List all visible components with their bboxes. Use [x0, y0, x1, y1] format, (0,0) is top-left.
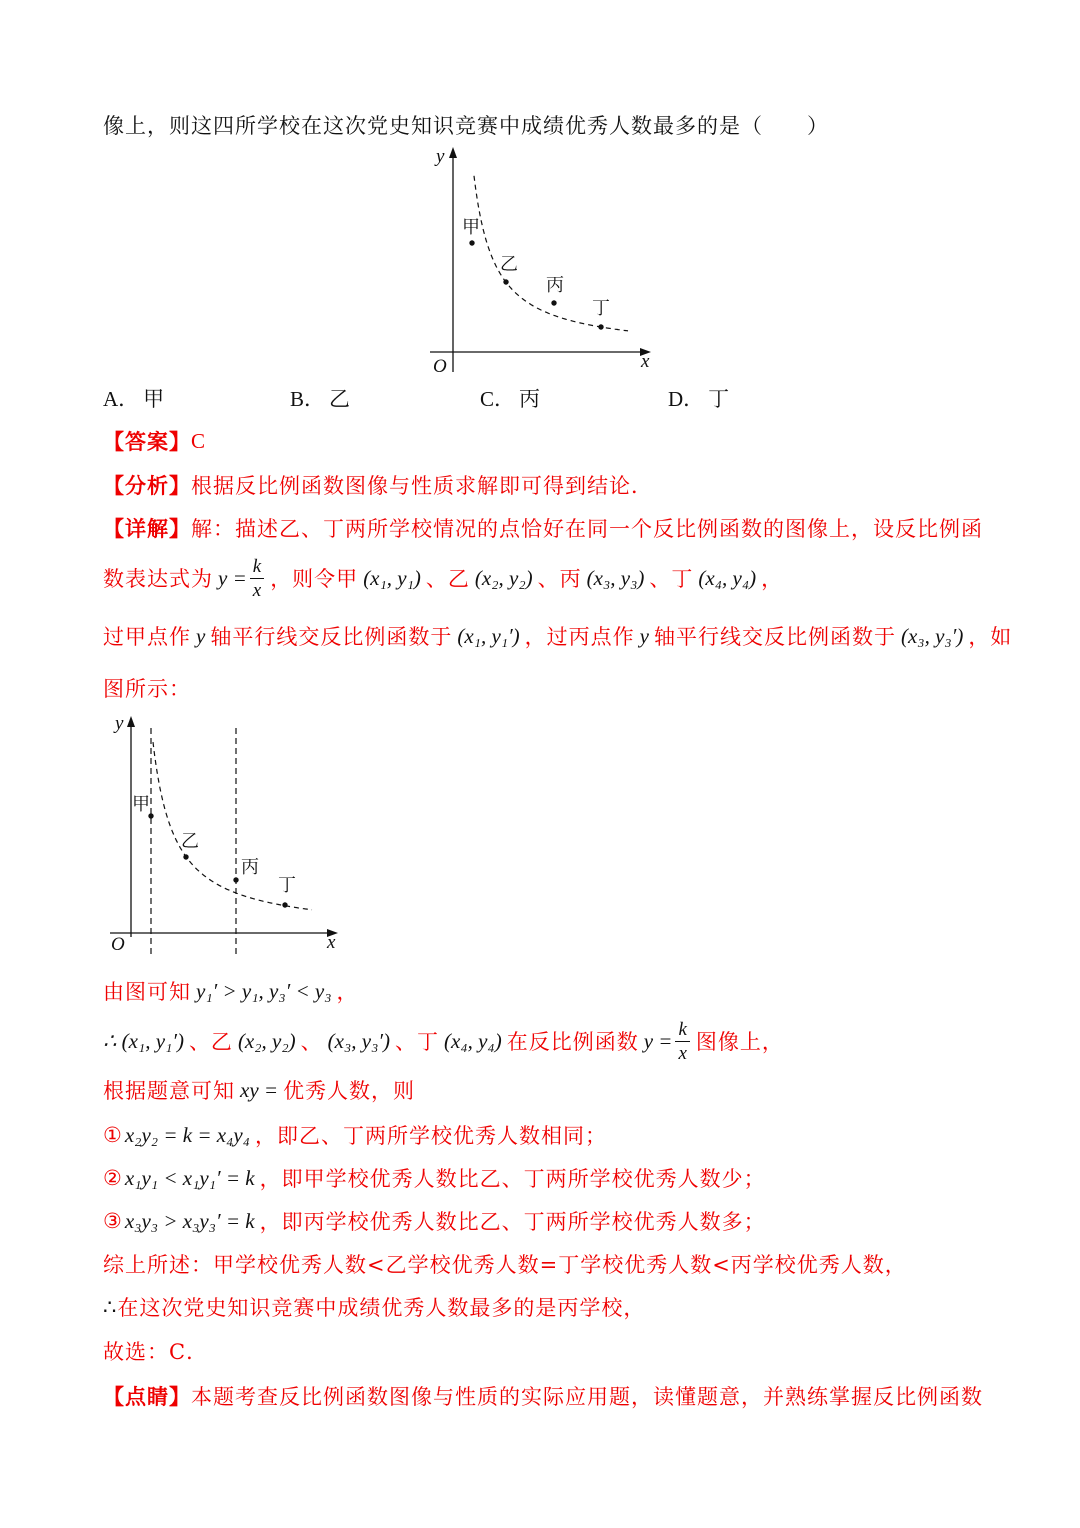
math-expression: (x₂, y₂) — [474, 565, 533, 590]
math-expression: (x₂, y₂) — [237, 1028, 296, 1053]
detail-tag: 【详解】 — [103, 516, 191, 541]
detail-text: 、乙 — [425, 567, 470, 591]
question-stem-text: 像上，则这四所学校在这次党史知识竞赛中成绩优秀人数最多的是（ ） — [103, 114, 829, 138]
option-c[interactable] — [480, 383, 540, 413]
point-label-jia: 甲 — [132, 794, 150, 815]
option-text: 丁 — [708, 387, 730, 411]
detail-line-2 — [103, 554, 783, 602]
detail-text: ， — [336, 980, 359, 1004]
fraction — [250, 557, 264, 600]
x-axis-label: x — [641, 351, 650, 372]
answer-value: C — [191, 428, 207, 453]
fraction-denominator: x — [252, 579, 262, 601]
detail-text: ，如 — [968, 625, 1013, 649]
detail-text: 在反比例函数 — [506, 1030, 639, 1054]
option-a[interactable] — [103, 383, 164, 413]
detail-text: 图所示： — [103, 677, 191, 701]
comment-text: 本题考查反比例函数图像与性质的实际应用题，读懂题意，并熟练掌握反比例函数 — [191, 1385, 983, 1409]
detail-text: 轴平行线交反比例函数于 — [653, 625, 896, 649]
option-letter: C． — [480, 387, 516, 411]
option-d[interactable] — [668, 383, 729, 413]
fraction-numerator: k — [250, 557, 264, 579]
analysis-tag: 【分析】 — [103, 473, 191, 498]
detail-line-12 — [103, 1292, 645, 1322]
point-jia — [469, 240, 474, 245]
fraction-denominator: x — [678, 1042, 687, 1064]
option-text: 甲 — [143, 387, 165, 411]
detail-text: ，即甲学校优秀人数比乙、丁两所学校优秀人数少； — [259, 1167, 766, 1191]
item-marker: ① — [103, 1123, 123, 1147]
therefore-symbol: ∴ — [103, 1295, 118, 1319]
item-marker: ② — [103, 1166, 123, 1190]
answer-tag: 【答案】 — [103, 429, 191, 454]
origin-label: O — [433, 356, 447, 377]
detail-text: 综上所述：甲学校优秀人数<乙学校优秀人数=丁学校优秀人数<丙学校优秀人数， — [103, 1253, 907, 1277]
question-stem — [103, 110, 829, 140]
option-letter: D． — [668, 387, 705, 411]
y-axis-arrow — [449, 147, 457, 158]
math-expression: (x₃, y₃′) — [327, 1028, 390, 1053]
detail-text: 由图可知 — [103, 980, 191, 1004]
math-expression: y₁′ > y₁, y₃′ < y₃ — [196, 978, 332, 1003]
detail-text: 过甲点作 — [103, 625, 191, 649]
fraction-numerator: k — [675, 1020, 689, 1042]
detail-text: 故选：C． — [103, 1340, 209, 1364]
comment-line — [103, 1381, 983, 1411]
point-label-jia: 甲 — [462, 217, 480, 238]
analysis-text: 根据反比例函数图像与性质求解即可得到结论． — [191, 474, 653, 498]
detail-line-11 — [103, 1249, 907, 1279]
option-text: 乙 — [329, 387, 351, 411]
point-ding — [598, 324, 603, 329]
detail-line-5 — [103, 976, 359, 1006]
point-bing — [551, 300, 556, 305]
math-expression: xy = — [240, 1077, 279, 1102]
x-axis-label: x — [327, 932, 336, 953]
detail-line-10 — [103, 1206, 766, 1236]
detail-text: 、 — [300, 1030, 323, 1054]
point-label-yi: 乙 — [500, 254, 518, 275]
comment-tag: 【点睛】 — [103, 1384, 191, 1409]
detail-line-3 — [103, 621, 1012, 651]
detail-text: 、丁 — [395, 1030, 439, 1054]
point-label-yi: 乙 — [181, 831, 199, 852]
math-expression: y = — [643, 1028, 673, 1053]
detail-line-6 — [103, 1017, 784, 1065]
analysis-line — [103, 470, 653, 500]
point-label-ding: 丁 — [278, 875, 296, 896]
detail-text: ，则令甲 — [270, 567, 359, 591]
item-marker: ③ — [103, 1209, 123, 1233]
detail-text: ，过丙点作 — [524, 625, 635, 649]
point-ding — [282, 902, 287, 907]
detail-line-1 — [103, 513, 983, 543]
detail-line-8 — [103, 1120, 607, 1150]
math-expression: (x₄, y₄) — [698, 565, 757, 590]
option-b[interactable] — [290, 383, 350, 413]
detail-line-4 — [103, 673, 191, 703]
math-expression: (x₁, y₁) — [363, 565, 421, 590]
point-yi — [503, 279, 508, 284]
detail-text: ，即乙、丁两所学校优秀人数相同； — [254, 1124, 607, 1148]
detail-text: 解：描述乙、丁两所学校情况的点恰好在同一个反比例函数的图像上，设反比例函 — [191, 517, 983, 541]
y-axis-label: y — [115, 713, 124, 734]
detail-text: 、乙 — [188, 1030, 233, 1054]
detail-line-7 — [103, 1075, 415, 1105]
detail-text: 根据题意可知 — [103, 1079, 235, 1103]
detail-text: ， — [761, 567, 784, 591]
solution-figure — [100, 705, 350, 960]
point-label-ding: 丁 — [592, 298, 610, 319]
detail-text: 图像上， — [695, 1030, 784, 1054]
origin-label: O — [111, 934, 125, 955]
math-expression: y — [639, 623, 649, 648]
math-expression: x₂y₂ = k = x₄y₄ — [124, 1122, 250, 1147]
point-yi — [183, 854, 188, 859]
detail-line-9 — [103, 1163, 766, 1193]
question-figure — [420, 140, 660, 380]
option-text: 丙 — [519, 387, 541, 411]
point-bing — [233, 877, 238, 882]
option-letter: B． — [290, 387, 326, 411]
y-axis-label: y — [436, 146, 445, 167]
point-label-bing: 丙 — [241, 857, 259, 878]
detail-text: 在这次党史知识竞赛中成绩优秀人数最多的是丙学校， — [117, 1296, 646, 1320]
answer-line — [103, 426, 206, 456]
fraction — [675, 1020, 689, 1063]
math-expression: x₁y₁ < x₁y₁′ = k — [124, 1165, 255, 1190]
math-expression: y — [196, 623, 206, 648]
math-expression: (x₁, y₁′) — [457, 623, 520, 648]
detail-text: 、丙 — [537, 567, 582, 591]
detail-text: 数表达式为 — [103, 567, 213, 591]
math-expression: (x₃, y₃′) — [900, 623, 964, 648]
math-expression: x₃y₃ > x₃y₃′ = k — [124, 1208, 255, 1233]
detail-line-13 — [103, 1336, 208, 1366]
math-expression: y = — [218, 565, 247, 590]
point-label-bing: 丙 — [546, 275, 564, 296]
detail-text: 轴平行线交反比例函数于 — [210, 625, 453, 649]
detail-text: ，即丙学校优秀人数比乙、丁两所学校优秀人数多； — [259, 1210, 766, 1234]
math-expression: ∴ (x₁, y₁′) — [103, 1028, 184, 1053]
detail-text: 、丁 — [649, 567, 694, 591]
detail-text: 优秀人数，则 — [283, 1079, 416, 1103]
math-expression: (x₃, y₃) — [586, 565, 645, 590]
y-axis-arrow — [127, 716, 135, 727]
option-letter: A． — [103, 387, 140, 411]
math-expression: (x₄, y₄) — [444, 1028, 502, 1053]
